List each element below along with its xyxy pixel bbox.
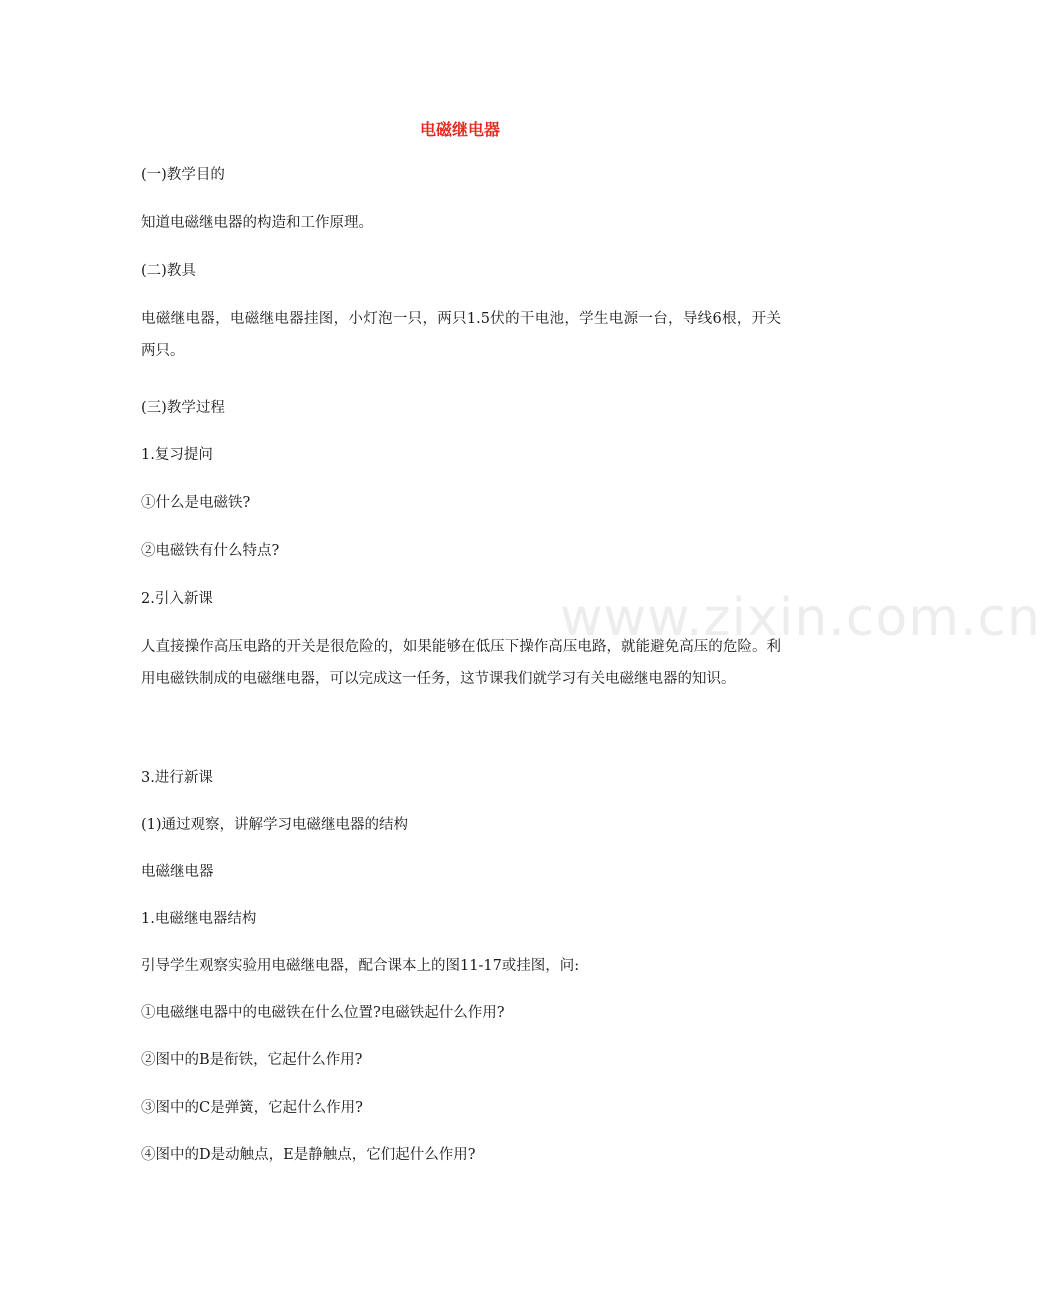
question-1: ①电磁继电器中的电磁铁在什么位置?电磁铁起什么作用? <box>141 1005 505 1021</box>
intro-heading: 2.引入新课 <box>141 591 213 607</box>
intro-text: 人直接操作高压电路的开关是很危险的，如果能够在低压下操作高压电路，就能避免高压的危险。利用电磁铁制成的电磁继电器，可以完成这一任务，这节课我们就学习有关电磁继电器的知识。 <box>141 639 781 687</box>
structure-heading: 1.电磁继电器结构 <box>141 911 257 927</box>
objectives-text: 知道电磁继电器的构造和工作原理。 <box>141 215 373 231</box>
section-heading-objectives: (一)教学目的 <box>141 167 225 183</box>
review-question-2: ②电磁铁有什么特点? <box>141 543 280 559</box>
new-lesson-heading: 3.进行新课 <box>141 770 213 786</box>
section-heading-process: (三)教学过程 <box>141 400 225 416</box>
watermark: www.zixin.com.cn <box>560 588 1041 648</box>
question-3: ③图中的C是弹簧，它起什么作用? <box>141 1100 363 1116</box>
document-title: 电磁继电器 <box>419 120 500 139</box>
section-heading-materials: (二)教具 <box>141 263 196 279</box>
question-4: ④图中的D是动触点，E是静触点，它们起什么作用? <box>141 1147 476 1163</box>
review-question-1: ①什么是电磁铁? <box>141 495 251 511</box>
materials-text: 电磁继电器，电磁继电器挂图，小灯泡一只，两只1.5伏的干电池，学生电源一台，导线6根，开关两只。 <box>141 311 781 359</box>
question-2: ②图中的B是衔铁，它起什么作用? <box>141 1052 363 1068</box>
new-lesson-subtitle: 电磁继电器 <box>141 864 214 880</box>
review-heading: 1.复习提问 <box>141 447 213 463</box>
new-lesson-subheading: (1)通过观察，讲解学习电磁继电器的结构 <box>141 817 409 833</box>
structure-text: 引导学生观察实验用电磁继电器，配合课本上的图11-17或挂图，问: <box>141 958 580 974</box>
